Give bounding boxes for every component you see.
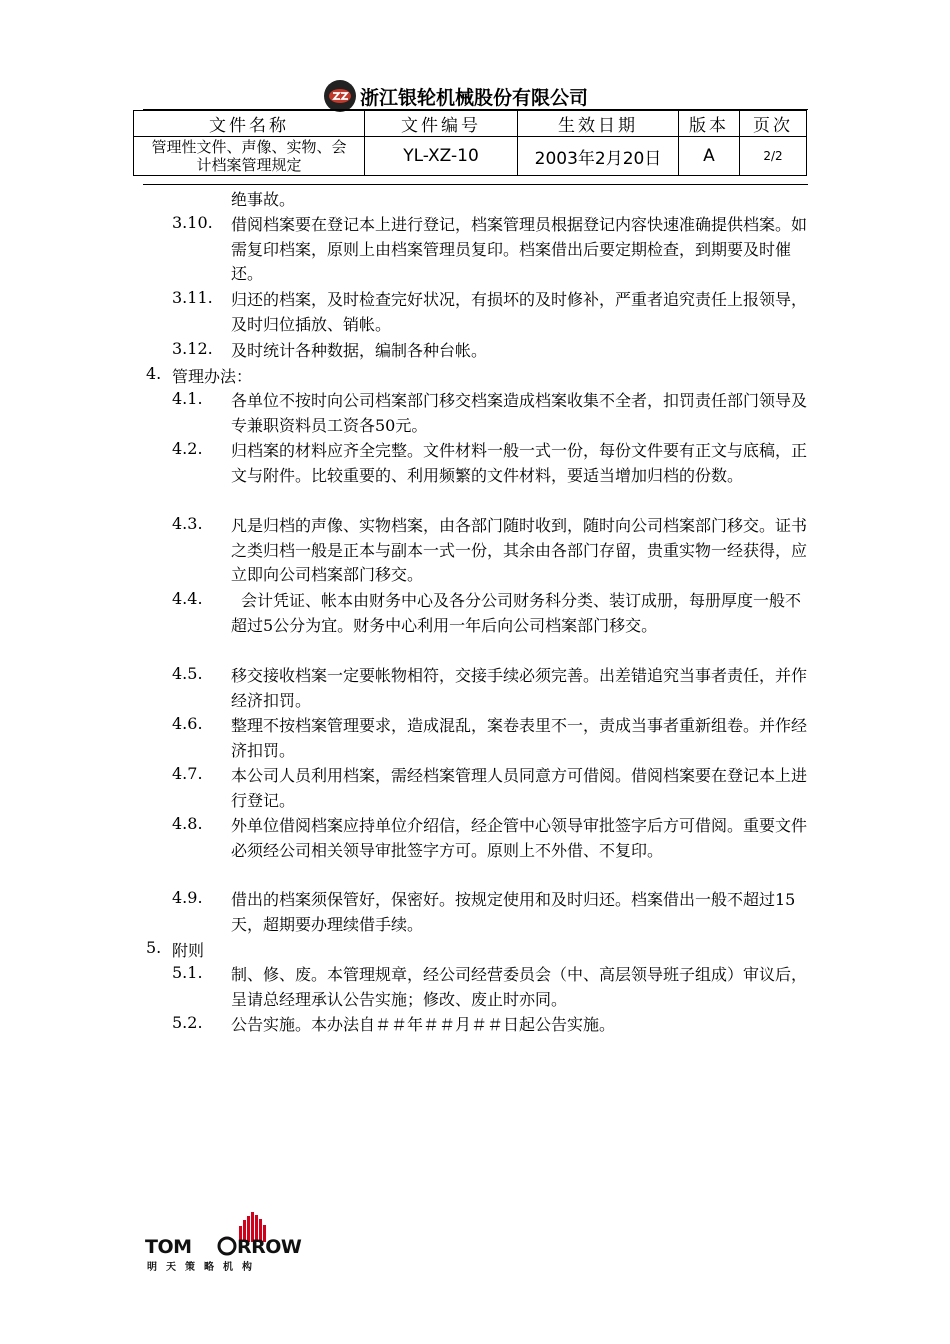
doc-name-line2: 计档案管理规定	[196, 156, 302, 174]
item-number: 4.4.	[172, 589, 203, 608]
doc-number-cell: YL-XZ-10	[365, 137, 518, 176]
item-text: 整理不按档案管理要求，造成混乱，案卷表里不一，责成当事者重新组卷。并作经济扣罚。	[231, 716, 808, 760]
col-page-header: 页次	[740, 111, 807, 137]
item-number: 4.5.	[172, 664, 203, 683]
item-number: 4.6.	[172, 714, 203, 733]
header-bottom-rule	[143, 184, 808, 185]
col-doc-number-header: 文件编号	[365, 111, 518, 137]
svg-text:明天策略机构: 明天策略机构	[147, 1262, 261, 1273]
section-title: 管理办法：	[172, 367, 253, 386]
section-title: 附则	[172, 941, 205, 960]
item-text: 公告实施。本办法自＃＃年＃＃月＃＃日起公告实施。	[231, 1015, 616, 1034]
svg-text:TOM: TOM	[145, 1236, 192, 1258]
item-text: 本公司人员利用档案，需经档案管理人员同意方可借阅。借阅档案要在登记本上进行登记。	[231, 766, 808, 810]
item-text: 各单位不按时向公司档案部门移交档案造成档案收集不全者，扣罚责任部门领导及专兼职资料员工资各50元。	[231, 391, 808, 435]
item-number: 5.2.	[172, 1013, 203, 1032]
tomorrow-logo	[143, 1212, 308, 1274]
doc-name-cell	[134, 137, 365, 176]
col-effective-date-header: 生效日期	[518, 111, 679, 137]
document-info-table	[133, 110, 807, 176]
effective-date-cell: 2003年2月20日	[518, 137, 679, 176]
item-number: 5.1.	[172, 963, 203, 982]
item-text: 归还的档案，及时检查完好状况，有损坏的及时修补，严重者追究责任上报领导，及时归位插放、销帐。	[231, 290, 808, 334]
item-text: 外单位借阅档案应持单位介绍信，经企管中心领导审批签字后方可借阅。重要文件必须经公司相关领导审批签字方可。原则上不外借、不复印。	[231, 816, 808, 860]
item-text: 移交接收档案一定要帐物相符，交接手续必须完善。出差错追究当事者责任，并作经济扣罚。	[231, 666, 808, 710]
version-cell: A	[679, 137, 740, 176]
item-number: 3.10.	[172, 213, 213, 232]
item-text: 及时统计各种数据，编制各种台帐。	[231, 341, 488, 360]
item-number: 4.8.	[172, 814, 203, 833]
col-doc-name-header: 文件名称	[134, 111, 365, 137]
section-number: 4.	[146, 364, 162, 383]
svg-text:RROW: RROW	[237, 1236, 302, 1258]
item-text: 借出的档案须保管好，保密好。按规定使用和及时归还。档案借出一般不超过15天，超期要办理续借手续。	[231, 890, 796, 934]
item-number: 4.9.	[172, 888, 203, 907]
item-number: 4.3.	[172, 514, 203, 533]
page-cell: 2/2	[740, 137, 807, 176]
item-text: 归档案的材料应齐全完整。文件材料一般一式一份，每份文件要有正文与底稿，正文与附件。比较重要的、利用频繁的文件材料，要适当增加归档的份数。	[231, 441, 808, 485]
continuation-text: 绝事故。	[231, 190, 296, 209]
item-text: 会计凭证、帐本由财务中心及各分公司财务科分类、装订成册，每册厚度一般不超过5公分为宜。财务中心利用一年后向公司档案部门移交。	[231, 591, 802, 635]
section-number: 5.	[146, 938, 162, 957]
item-number: 3.11.	[172, 288, 213, 307]
item-text: 制、修、废。本管理规章，经公司经营委员会（中、高层领导班子组成）审议后，呈请总经理承认公告实施；修改、废止时亦同。	[231, 965, 808, 1009]
item-text: 借阅档案要在登记本上进行登记，档案管理员根据登记内容快速准确提供档案。如需复印档案，原则上由档案管理员复印。档案借出后要定期检查，到期要及时催还。	[231, 215, 808, 283]
item-text: 凡是归档的声像、实物档案，由各部门随时收到，随时向公司档案部门移交。证书之类归档一般是正本与副本一式一份，其余由各部门存留，贵重实物一经获得，应立即向公司档案部门移交。	[231, 516, 808, 584]
doc-name-line1: 管理性文件、声像、实物、会	[151, 138, 347, 156]
item-number: 4.7.	[172, 764, 203, 783]
item-number: 4.1.	[172, 389, 203, 408]
company-name: 浙江银轮机械股份有限公司	[359, 86, 588, 109]
item-number: 4.2.	[172, 439, 203, 458]
col-version-header: 版本	[679, 111, 740, 137]
item-number: 3.12.	[172, 339, 213, 358]
